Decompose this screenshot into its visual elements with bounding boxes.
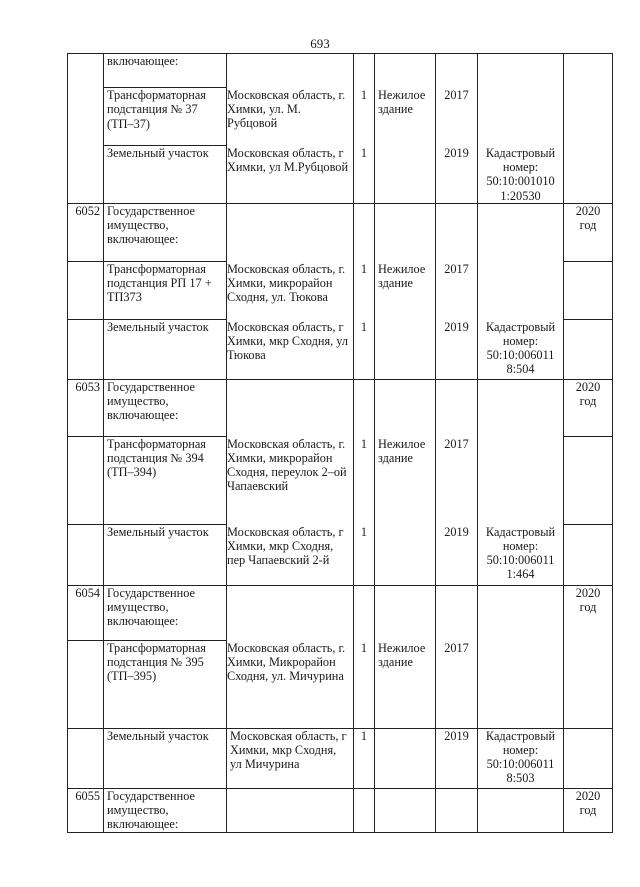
object-year: 2017 (444, 640, 469, 655)
object-address: Московская область, г. Химки, микрорайон Сходня, переулок 2–ой Чапаевский (227, 436, 347, 494)
object-name: Трансформаторная подстанция № 394 (ТП–394) (104, 436, 227, 524)
object-name: Земельный участок (104, 524, 227, 585)
object-address (227, 788, 354, 832)
table-row (68, 728, 613, 788)
object-quantity: 1 (360, 146, 368, 160)
cadastral-number: Кадастровый номер: 50:10:006011 8:503 (478, 728, 564, 788)
object-type (375, 788, 436, 832)
object-quantity: 1 (360, 436, 368, 451)
table-row (68, 379, 613, 436)
object-address: Московская область, г. Химки, микрорайон Сходня, ул. Тюкова (227, 261, 346, 305)
object-name: Трансформаторная подстанция № 395 (ТП–395) (104, 640, 227, 728)
object-year: 2017 (444, 436, 469, 451)
table-row (68, 788, 613, 832)
object-year (436, 788, 478, 832)
object-type: Нежилое здание (378, 436, 426, 466)
object-address: Московская область, г Химки, мкр Сходня, ул Тюкова (227, 319, 348, 363)
object-address: Московская область, г Химки, ул М.Рубцовой (227, 146, 349, 175)
completion-year: 2020 год (564, 379, 613, 436)
table-row (68, 585, 613, 640)
object-type (375, 728, 436, 788)
object-quantity: 1 (360, 88, 368, 102)
completion-year: 2020 год (564, 788, 613, 832)
object-name: Земельный участок (104, 319, 227, 379)
completion-year (564, 728, 613, 788)
completion-year: 2020 год (564, 203, 613, 261)
row-number: 6054 (68, 585, 104, 640)
object-address: Московская область, г Химки, мкр Сходня, ул Мичурина (227, 728, 354, 788)
object-year: 2019 (444, 146, 469, 160)
object-quantity: 1 (360, 319, 368, 334)
object-name: Трансформаторная подстанция РП 17 + ТП373 (104, 261, 227, 319)
object-name: Трансформаторная подстанция № 37 (ТП–37) (104, 88, 227, 146)
object-name: Государственное имущество, включающее: (104, 585, 227, 640)
object-year: 2019 (436, 728, 478, 788)
cadastral-number: Кадастровый номер: 50:10:006011 1:464 (485, 524, 556, 582)
object-name: Государственное имущество, включающее: (104, 379, 227, 436)
object-address: Московская область, г. Химки, Микрорайон Сходня, ул. Мичурина (227, 640, 346, 684)
object-name: включающее: (104, 54, 227, 88)
completion-year (564, 54, 613, 204)
table-row (68, 203, 613, 261)
cadastral-number: Кадастровый номер: 50:10:001010 1:20530 (485, 146, 556, 203)
page-number: 693 (310, 36, 330, 51)
object-year: 2019 (444, 524, 469, 539)
object-quantity (354, 788, 375, 832)
row-number (68, 54, 104, 204)
object-year: 2017 (444, 88, 469, 102)
object-quantity: 1 (360, 640, 368, 655)
object-name: Государственное имущество, включающее: (104, 788, 227, 832)
cadastral-number (478, 788, 564, 832)
object-type: Нежилое здание (378, 88, 426, 117)
object-quantity: 1 (360, 261, 368, 276)
object-quantity: 1 (360, 524, 368, 539)
row-number: 6053 (68, 379, 104, 436)
object-name: Земельный участок (104, 728, 227, 788)
object-type: Нежилое здание (378, 640, 426, 670)
object-name: Государственное имущество, включающее: (104, 203, 227, 261)
row-number: 6055 (68, 788, 104, 832)
table-row (68, 54, 613, 88)
object-quantity: 1 (354, 728, 375, 788)
object-year: 2017 (444, 261, 469, 276)
object-year: 2019 (444, 319, 469, 334)
row-number: 6052 (68, 203, 104, 261)
cadastral-number: Кадастровый номер: 50:10:006011 8:504 (485, 319, 556, 377)
object-type: Нежилое здание (378, 261, 426, 291)
property-table (67, 53, 613, 833)
completion-year: 2020 год (564, 585, 613, 728)
object-name: Земельный участок (104, 146, 227, 203)
object-address: Московская область, г Химки, мкр Сходня, пер Чапаевский 2-й (227, 524, 344, 568)
object-address: Московская область, г. Химки, ул. М. Рубцовой (227, 88, 346, 131)
